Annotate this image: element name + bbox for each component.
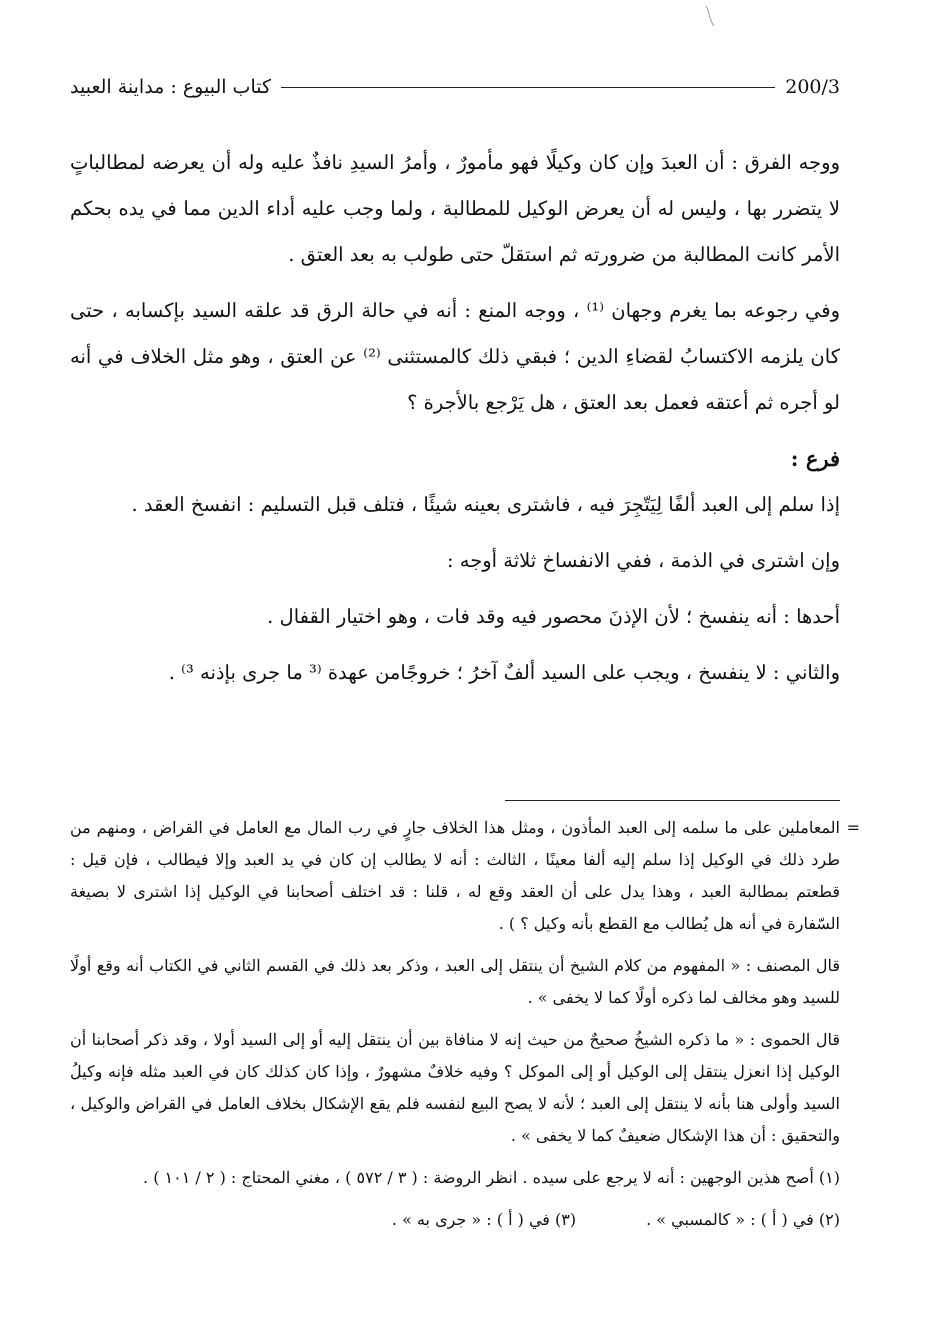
footnote-3: (٣) في ( أ ) : « جرى به » . [391, 1210, 577, 1229]
footnotes [70, 812, 860, 1236]
note-paragraph: قال الحموى : « ما ذكره الشيخُ صحيحٌ من حيث إنه لا منافاة بين أن ينتقل إليه أو إلى السيد أولا ، وقد ذكر أصحابنا أن الوكيل إذا انعزل ينتقل إلى الوكيل أو إلى الموكل ؟ وفيه خلافٌ مشهورٌ ، وإذا كان كذلك كان في العبد مثله فإنه وكيلُ السيد وأولى هنا بأنه لا ينتقل إلى العبد ؛ لأنه لا يصح البيع لنفسه فلم يقع الإشكال بخلاف العامل في القراض والوكيل ، والتحقيق : أن هذا الإشكال ضعيفٌ كما لا يخفى » . [70, 1030, 840, 1145]
margin-scribble [704, 4, 718, 28]
running-title: كتاب البيوع : مداينة العبيد [70, 76, 272, 98]
main-text [70, 140, 840, 706]
continued-note [70, 812, 860, 940]
section-heading: فرع : [790, 446, 840, 471]
paragraph: والثاني : لا ينفسخ ، ويجب على السيد ألفٌ آخرُ ؛ خروجًامن عهدة ⁽³ ما جرى بإذنه ³⁾ . [168, 661, 840, 684]
note-paragraph: المعاملين على ما سلمه إلى العبد المأذون ، ومثل هذا الخلاف جارٍ في رب المال مع العامل في القراض ، ومنهم من طرد ذلك في الوكيل إذا سلم إليه ألفا معينًا ، الثالث : أنه لا يطالب إن كان في يد العبد وإلا فيطالب ، فإن قيل : قطعتم بمطالبة العبد ، وهذا يدل على أن العقد وقع له ، قلنا : قد اختلف أصحابنا في الوكيل إذا اشترى لا بصيغة السّفارة في أنه هل يُطالب مع القطع بأنه وكيل ؟ ) . [70, 818, 840, 933]
paragraph: وإن اشترى في الذمة ، ففي الانفساخ ثلاثة أوجه : [446, 549, 840, 572]
running-header [70, 72, 840, 102]
footnote-2: (٢) في ( أ ) : « كالمسبي » . [646, 1210, 840, 1229]
paragraph: ووجه الفرق : أن العبدَ وإن كان وكيلًا فهو مأمورٌ ، وأمرُ السيدِ نافذٌ عليه وله أن يعرضه لمطالباتٍ لا يتضرر بها ، وليس له أن يعرض الوكيل للمطالبة ، ولما وجب عليه أداء الدين مما في يده بحكم الأمر كانت المطالبة من ضرورته ثم استقلّ حتى طولب به بعد العتق . [70, 151, 840, 266]
continuation-mark: = [846, 818, 860, 837]
header-rule [281, 87, 775, 88]
paragraph: أحدها : أنه ينفسخ ؛ لأن الإذنَ محصور فيه وقد فات ، وهو اختيار القفال . [267, 605, 840, 628]
footnote-row [70, 1204, 840, 1236]
page-number: 200/3 [785, 76, 840, 98]
paragraph: وفي رجوعه بما يغرم وجهان ⁽¹⁾ ، ووجه المنع : أنه في حالة الرق قد علقه السيد بإكسابه ، حتى كان يلزمه الاكتسابُ لقضاءِ الدين ؛ فبقي ذلك كالمستثنى ⁽²⁾ عن العتق ، وهو مثل الخلاف في أنه لو أجره ثم أعتقه فعمل بعد العتق ، هل يَرْجع بالأجرة ؟ [70, 299, 840, 414]
paragraph: إذا سلم إلى العبد ألفًا لِيَتّجِرَ فيه ، فاشترى بعينه شيئًا ، فتلف قبل التسليم : انفسخ العقد . [131, 493, 840, 516]
note-paragraph: قال المصنف : « المفهوم من كلام الشيخ أن ينتقل إلى العبد ، وذكر بعد ذلك في القسم الثاني في الكتاب أنه وقع أولًا للسيد وهو مخالف لما ذكره أولًا كما لا يخفى » . [70, 956, 840, 1007]
footnote-1: (١) أصح هذين الوجهين : أنه لا يرجع على سيده . انظر الروضة : ( ٣ / ٥٧٢ ) ، مغني المحتاج : ( ٢ / ١٠١ ) . [143, 1168, 840, 1187]
footnote-separator [505, 800, 840, 801]
